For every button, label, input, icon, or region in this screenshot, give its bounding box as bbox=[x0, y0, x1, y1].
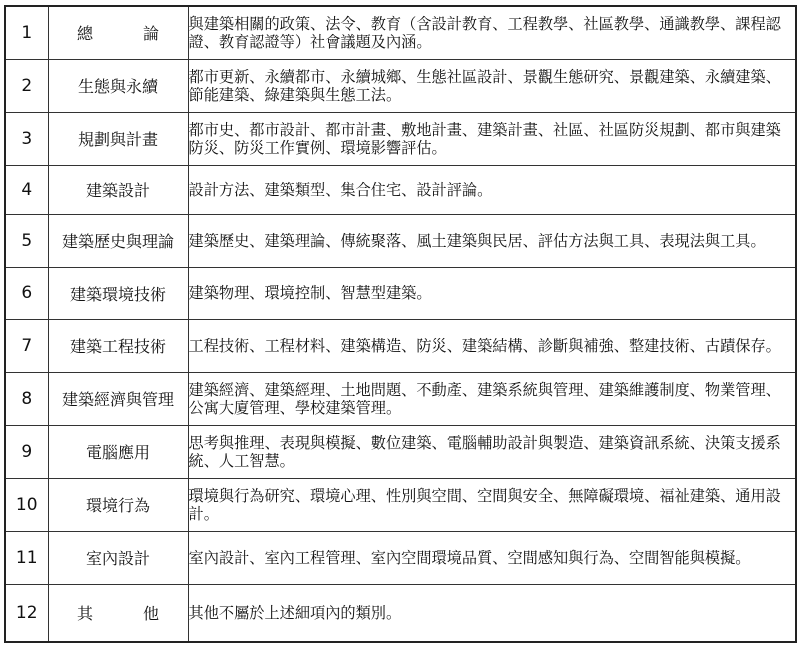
category-name bbox=[48, 584, 209, 642]
category-name: 建築環境技術 bbox=[48, 267, 188, 319]
category-name: 室內設計 bbox=[48, 531, 188, 584]
category-description: 思考與推理、表現與模擬、數位建築、電腦輔助設計與製造、建築資訊系統、決策支援系統、人工智慧。 bbox=[188, 425, 796, 478]
category-description: 都市史、都市設計、都市計畫、敷地計畫、建築計畫、社區、社區防災規劃、都市與建築防災、防災工作實例、環境影響評估。 bbox=[188, 112, 796, 165]
category-description: 工程技術、工程材料、建築構造、防災、建築結構、診斷與補強、整建技術、古蹟保存。 bbox=[188, 319, 796, 372]
category-description: 建築歷史、建築理論、傳統聚落、風土建築與民居、評估方法與工具、表現法與工具。 bbox=[188, 214, 796, 267]
category-label: 其他 bbox=[76, 604, 209, 624]
table-row bbox=[5, 425, 796, 478]
category-name: 建築工程技術 bbox=[48, 319, 188, 372]
row-number: 6 bbox=[5, 267, 48, 319]
category-name: 建築歷史與理論 bbox=[48, 214, 188, 267]
category-description: 環境與行為研究、環境心理、性別與空間、空間與安全、無障礙環境、福祉建築、通用設計。 bbox=[188, 478, 796, 531]
row-number: 3 bbox=[5, 112, 48, 165]
table-row bbox=[5, 59, 796, 112]
category-name: 規劃與計畫 bbox=[48, 112, 188, 165]
row-number: 5 bbox=[5, 214, 48, 267]
table-row bbox=[5, 478, 796, 531]
topic-table bbox=[4, 5, 797, 643]
category-label: 總論 bbox=[76, 24, 209, 44]
category-name: 環境行為 bbox=[48, 478, 188, 531]
category-description: 室內設計、室內工程管理、室內空間環境品質、空間感知與行為、空間智能與模擬。 bbox=[188, 531, 796, 584]
topic-table-body bbox=[5, 6, 796, 642]
row-number: 8 bbox=[5, 372, 48, 425]
row-number: 1 bbox=[5, 6, 48, 59]
row-number: 2 bbox=[5, 59, 48, 112]
category-description: 都市更新、永續都市、永續城鄉、生態社區設計、景觀生態研究、景觀建築、永續建築、節能建築、綠建築與生態工法。 bbox=[188, 59, 796, 112]
row-number: 10 bbox=[5, 478, 48, 531]
row-number: 11 bbox=[5, 531, 48, 584]
row-number: 12 bbox=[5, 584, 48, 642]
table-row bbox=[5, 319, 796, 372]
row-number: 9 bbox=[5, 425, 48, 478]
table-row bbox=[5, 372, 796, 425]
category-description: 設計方法、建築類型、集合住宅、設計評論。 bbox=[188, 165, 796, 214]
category-description: 與建築相關的政策、法令、教育（含設計教育、工程教學、社區教學、通識教學、課程認證、教育認證等）社會議題及內涵。 bbox=[188, 6, 796, 59]
category-description: 建築物理、環境控制、智慧型建築。 bbox=[188, 267, 796, 319]
table-row bbox=[5, 267, 796, 319]
table-row bbox=[5, 112, 796, 165]
category-name: 建築經濟與管理 bbox=[48, 372, 188, 425]
category-name: 生態與永續 bbox=[48, 59, 188, 112]
category-name: 電腦應用 bbox=[48, 425, 188, 478]
category-description: 其他不屬於上述細項內的類別。 bbox=[188, 584, 796, 642]
category-name bbox=[48, 6, 209, 59]
table-row bbox=[5, 165, 796, 214]
category-name: 建築設計 bbox=[48, 165, 188, 214]
table-row bbox=[5, 6, 796, 59]
table-row bbox=[5, 531, 796, 584]
category-description: 建築經濟、建築經理、土地問題、不動產、建築系統與管理、建築維護制度、物業管理、公寓大廈管理、學校建築管理。 bbox=[188, 372, 796, 425]
table-row bbox=[5, 584, 796, 642]
table-row bbox=[5, 214, 796, 267]
row-number: 4 bbox=[5, 165, 48, 214]
row-number: 7 bbox=[5, 319, 48, 372]
